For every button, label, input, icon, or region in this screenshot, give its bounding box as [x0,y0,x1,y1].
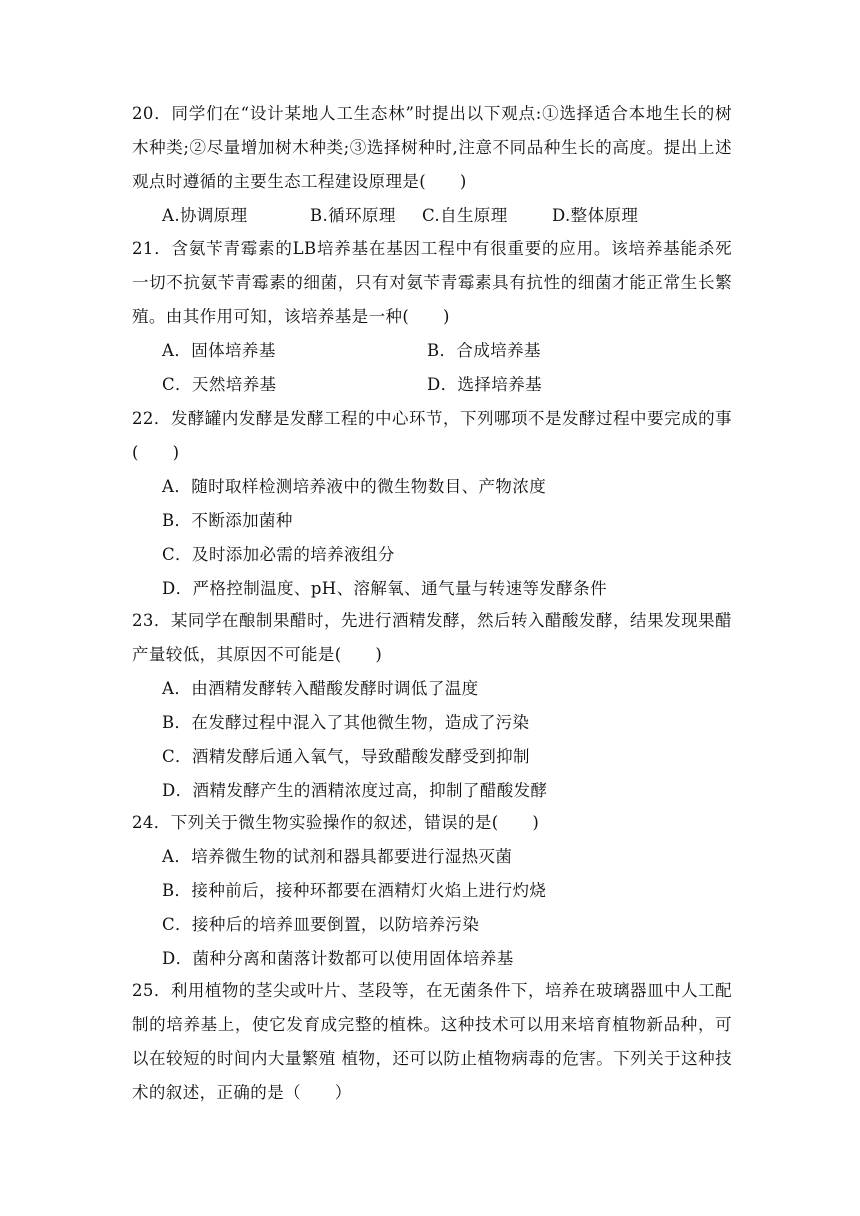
option-c: C．天然培养基 [162,375,277,394]
question-24 [132,806,732,976]
question-23 [132,604,732,808]
question-stem: 20．同学们在“设计某地人工生态林”时提出以下观点:①选择适合本地生长的树木种类;②尽量增加树木种类;③选择树种时,注意不同品种生长的高度。提出上述观点时遵循的主要生态工程建设原理是( ) [132,104,732,191]
option-d: D．菌种分离和菌落计数都可以使用固体培养基 [162,949,514,968]
option-a: A．培养微生物的试剂和器具都要进行湿热灭菌 [162,847,513,866]
option-c: C．接种后的培养皿要倒置，以防培养污染 [162,915,480,934]
option-a: A.协调原理 [162,206,248,225]
question-25 [132,974,732,1110]
option-b: B．合成培养基 [427,341,541,360]
option-d: D．严格控制温度、pH、溶解氧、通气量与转速等发酵条件 [162,579,607,598]
question-stem: 22．发酵罐内发酵是发酵工程的中心环节，下列哪项不是发酵过程中要完成的事( ) [132,409,732,462]
question-22 [132,402,732,606]
option-b: B．不断添加菌种 [162,511,293,530]
option-a: A．随时取样检测培养液中的微生物数目、产物浓度 [162,477,547,496]
option-d: D．选择培养基 [427,375,543,394]
option-d: D．酒精发酵产生的酒精浓度过高，抑制了醋酸发酵 [162,781,548,800]
option-c: C.自生原理 [422,206,508,225]
option-d: D.整体原理 [552,206,639,225]
question-stem: 21．含氨苄青霉素的LB培养基在基因工程中有很重要的应用。该培养基能杀死一切不抗氨苄青霉素的细菌，只有对氨苄青霉素具有抗性的细菌才能正常生长繁殖。由其作用可知，该培养基是一种( ) [132,239,732,326]
question-stem: 25．利用植物的茎尖或叶片、茎段等，在无菌条件下，培养在玻璃器皿中人工配制的培养基上，使它发育成完整的植株。这种技术可以用来培育植物新品种，可以在较短的时间内大量繁殖 植物，还可以防止植物病毒的危害。下列关于这种技术的叙述，正确的是（ ） [132,981,732,1102]
option-b: B．接种前后，接种环都要在酒精灯火焰上进行灼烧 [162,881,547,900]
option-c: C．及时添加必需的培养液组分 [162,545,395,564]
question-stem: 23．某同学在酿制果醋时，先进行酒精发酵，然后转入醋酸发酵，结果发现果醋产量较低，其原因不可能是( ) [132,611,732,664]
question-stem: 24．下列关于微生物实验操作的叙述，错误的是( ) [132,813,540,832]
options-row [132,199,732,233]
option-c: C．酒精发酵后通入氧气，导致醋酸发酵受到抑制 [162,747,530,766]
options-row [132,368,732,402]
option-a: A．由酒精发酵转入醋酸发酵时调低了温度 [162,679,479,698]
option-b: B.循环原理 [310,206,396,225]
option-a: A．固体培养基 [162,341,276,360]
question-20 [132,97,732,233]
question-21 [132,232,732,402]
option-b: B．在发酵过程中混入了其他微生物，造成了污染 [162,713,530,732]
options-row [132,334,732,368]
